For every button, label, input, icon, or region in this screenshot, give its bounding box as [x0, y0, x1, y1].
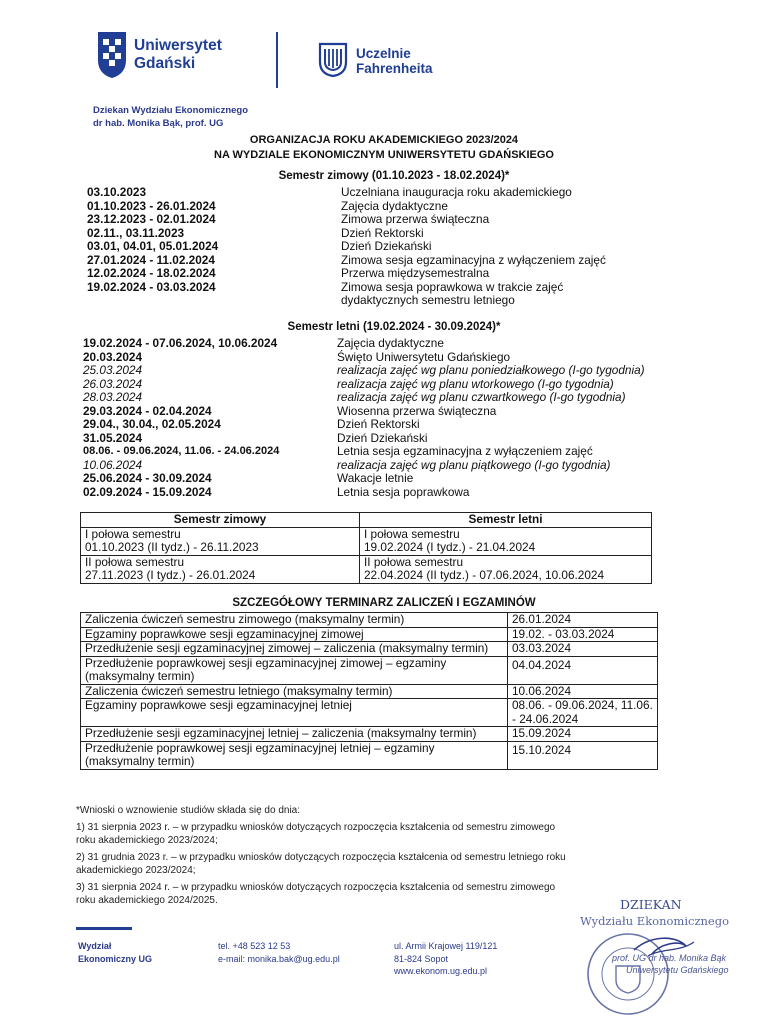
table-row: Zaliczenia ćwiczeń semestru letniego (maksymalny termin) 10.06.2024 [81, 684, 658, 699]
footer-phone: tel. +48 523 12 53 [218, 941, 291, 951]
note-1: 1) 31 sierpnia 2023 r. – w przypadku wniosków dotyczących rozpoczęcia kształcenia od semestru zimowego roku akademickiego 2023/2024; [76, 822, 556, 846]
dean-header [93, 104, 248, 130]
list-item: 31.05.2024 Dzień Dziekański [83, 430, 428, 445]
footer-address: ul. Armii Krajowej 119/121 81-824 Sopot www.ekonom.ug.edu.pl [394, 941, 498, 976]
list-item: 01.10.2023 - 26.01.2024 Zajęcia dydaktyczne [87, 198, 448, 213]
summer-list [83, 337, 703, 499]
list-item: 12.02.2024 - 18.02.2024 Przerwa międzysemestralna [87, 266, 490, 280]
note-2: 2) 31 grudnia 2023 r. – w przypadku wniosków dotyczących rozpoczęcia kształcenia od semestru letniego roku akademickiego 2023/2024; [76, 852, 566, 876]
fahrenheit-shield-icon [318, 42, 348, 78]
exams-heading: SZCZEGÓŁOWY TERMINARZ ZALICZEŃ I EGZAMINÓW [232, 597, 536, 609]
table-row: Przedłużenie poprawkowej sesji egzaminacyjnej letniej – egzaminy (maksymalny termin) 15.10.2024 [81, 741, 658, 769]
footer-website[interactable]: www.ekonom.ug.edu.pl [394, 966, 488, 976]
dean-line2: dr hab. Monika Bąk, prof. UG [93, 118, 224, 129]
fahrenheit-logo [318, 42, 478, 82]
list-item: 10.06.2024 realizacja zajęć wg planu piątkowego (I-go tygodnia) [83, 457, 611, 472]
doc-title-line1: ORGANIZACJA ROKU AKADEMICKIEGO 2023/2024 [249, 134, 519, 146]
stamp-title: DZIEKAN [620, 897, 682, 912]
list-item: 03.10.2023 Uczelniana inauguracja roku akademickiego [87, 185, 572, 199]
summer-heading: Semestr letni (19.02.2024 - 30.09.2024)* [287, 321, 501, 333]
list-item: dydaktycznych semestru letniego [341, 293, 515, 307]
list-item: 25.06.2024 - 30.09.2024 Wakacje letnie [83, 471, 414, 485]
list-item: 02.11., 03.11.2023 Dzień Rektorski [87, 225, 424, 240]
halves-header-summer: Semestr letni [360, 513, 652, 528]
table-row: Przedłużenie sesji egzaminacyjnej letniej – zaliczenia (maksymalny termin) 15.09.2024 [81, 727, 658, 742]
logo-divider [276, 32, 278, 88]
list-item: 20.03.2024 Święto Uniwersytetu Gdańskiego [83, 349, 511, 364]
note-intro: *Wnioski o wznowienie studiów składa się do dnia: [76, 805, 301, 816]
list-item: 23.12.2023 - 02.01.2024 Zimowa przerwa świąteczna [87, 212, 490, 226]
notes [76, 804, 566, 907]
list-item: 08.06. - 09.06.2024, 11.06. - 24.06.2024 Letnia sesja egzaminacyjna z wyłączeniem zajęć [83, 444, 593, 458]
table-row: II połowa semestru 27.11.2023 (I tydz.) - 26.01.2024 II połowa semestru 22.04.2024 (II tydz.) - 07.06.2024, 10.06.2024 [81, 555, 652, 583]
doc-title-line2: NA WYDZIALE EKONOMICZNYM UNIWERSYTETU GDAŃSKIEGO [214, 149, 554, 161]
table-row: Przedłużenie poprawkowej sesji egzaminacyjnej zimowej – egzaminy (maksymalny termin) 04.04.2024 [81, 656, 658, 684]
list-item: 29.03.2024 - 02.04.2024 Wiosenna przerwa świąteczna [83, 403, 497, 418]
fahrenheit-name-line2: Fahrenheita [356, 61, 433, 76]
list-item: 19.02.2024 - 07.06.2024, 10.06.2024 Zajęcia dydaktyczne [83, 336, 444, 350]
table-row: Przedłużenie sesji egzaminacyjnej zimowej – zaliczenia (maksymalny termin) 03.03.2024 [81, 642, 658, 657]
ug-name-line2: Gdański [134, 55, 196, 72]
list-item: 03.01, 04.01, 05.01.2024 Dzień Dziekański [87, 239, 432, 253]
stamp-subtitle: Wydziału Ekonomicznego [580, 914, 730, 928]
exams-table [80, 612, 658, 770]
ug-logo [96, 30, 246, 88]
footer-accent-bar [76, 927, 132, 930]
winter-heading: Semestr zimowy (01.10.2023 - 18.02.2024)* [278, 170, 510, 182]
footer-email[interactable]: e-mail: monika.bak@ug.edu.pl [218, 953, 340, 964]
note-3: 3) 31 sierpnia 2024 r. – w przypadku wniosków dotyczących rozpoczęcia kształcenia od semestru zimowego roku akademickiego 2024/2025. [76, 882, 556, 906]
list-item: 26.03.2024 realizacja zajęć wg planu wtorkowego (I-go tygodnia) [83, 376, 614, 391]
winter-list [87, 186, 687, 308]
table-row: Egzaminy poprawkowe sesji egzaminacyjnej letniej 08.06. - 09.06.2024, 11.06. - 24.06.2024 [81, 699, 658, 727]
list-item: 29.04., 30.04., 02.05.2024 Dzień Rektorski [83, 417, 420, 431]
footer-contact [218, 940, 340, 965]
list-item: 02.09.2024 - 15.09.2024 Letnia sesja poprawkowa [83, 484, 470, 499]
list-item: 25.03.2024 realizacja zajęć wg planu poniedziałkowego (I-go tygodnia) [83, 363, 645, 377]
list-item: 19.02.2024 - 03.03.2024 Zimowa sesja poprawkowa w trakcie zajęć [87, 279, 564, 294]
ug-name-line1: Uniwersytet [134, 37, 222, 54]
list-item: 28.03.2024 realizacja zajęć wg planu czwartkowego (I-go tygodnia) [83, 390, 626, 404]
table-row: Egzaminy poprawkowe sesji egzaminacyjnej zimowej 19.02. - 03.03.2024 [81, 627, 658, 642]
fahrenheit-name-line1: Uczelnie [356, 46, 411, 61]
stamp-text: prof. UG dr hab. Monika Bąk Uniwersytetu Gdańskiego [612, 953, 729, 975]
list-item: 27.01.2024 - 11.02.2024 Zimowa sesja egzaminacyjna z wyłączeniem zajęć [87, 252, 606, 267]
dean-line1: Dziekan Wydziału Ekonomicznego [93, 105, 249, 116]
table-row: I połowa semestru 01.10.2023 (II tydz.) - 26.11.2023 I połowa semestru 19.02.2024 (I tydz.) - 21.04.2024 [81, 527, 652, 555]
halves-header-winter: Semestr zimowy [81, 513, 360, 528]
semester-halves-table [80, 512, 652, 584]
ug-shield-icon [96, 30, 128, 80]
table-row: Zaliczenia ćwiczeń semestru zimowego (maksymalny termin) 26.01.2024 [81, 613, 658, 628]
footer-faculty: Wydział Ekonomiczny UG [78, 941, 153, 964]
